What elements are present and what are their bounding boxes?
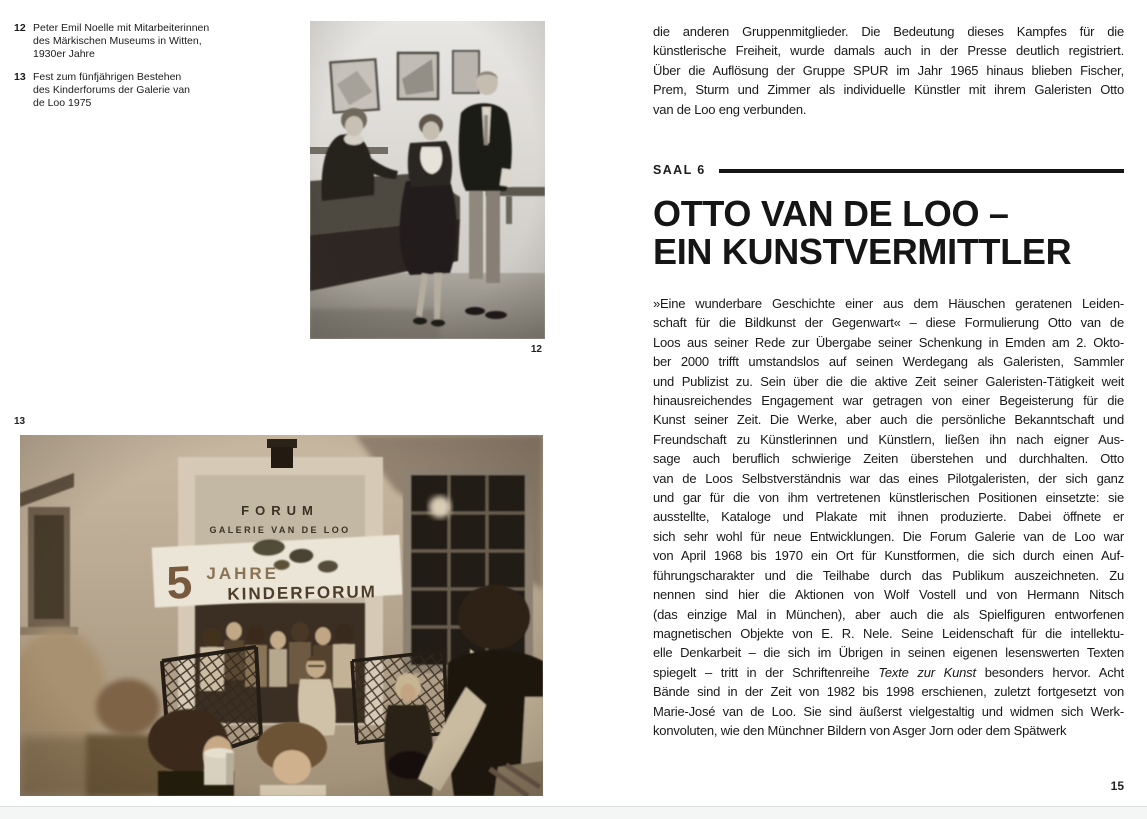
text-line: magnetischen Objekte von E. R. Nele. Seine Leidenschaft für die intellektu-	[653, 625, 1124, 641]
text-line: sich sehr wohl für neue Entwicklungen. Die Forum Galerie van de Loo war	[653, 528, 1124, 544]
chapter-title	[653, 195, 1124, 271]
caption-number: 12	[14, 22, 26, 34]
figure-number-12: 12	[530, 344, 542, 355]
photo-vignette	[310, 21, 545, 339]
text-line: Peter Emil Noelle mit Mitarbeiterinnen	[33, 22, 210, 34]
text-line: Freundschaft zu Künstlerinnen und Künstlern, ließen ihn nach eigner Aus-	[653, 431, 1124, 447]
photo-kinderforum-1975	[20, 435, 543, 796]
text-line: schaft für die Bildkunst der Gegenwart« – diese Formulierung Otto van de	[653, 315, 1124, 331]
text-line: Über die Auflösung der Gruppe SPUR im Jahr 1965 hinaus blieben Fischer,	[653, 62, 1124, 78]
text-line: 1930er Jahre	[33, 47, 95, 60]
series-title-italic: Texte zur Kunst	[878, 664, 976, 680]
text-line: ber 2000 trifft umstandslos auf seinen Werdegang als Galeristen, Sammler	[653, 354, 1124, 370]
text-line: die anderen Gruppenmitglieder. Die Bedeutung dieses Kampfes für die	[653, 24, 1124, 39]
text-line: künstlerische Freiheit, wurde damals auch in der Presse deutlich registriert.	[653, 43, 1124, 59]
text-line: ausstellte, Kataloge und Plakate mit ihnen produzierte. Dabei öffnete er	[653, 509, 1124, 525]
text-line: hinausreichendes Engagement war getragen von einer Begeisterung für die	[653, 393, 1124, 409]
text-line: »Eine wunderbare Geschichte einer aus dem Häuschen geratenen Leiden-	[653, 296, 1124, 311]
page-number: 15	[1110, 779, 1124, 793]
section-label: SAAL 6	[653, 163, 706, 177]
text-line: Fest zum fünfjährigen Bestehen	[33, 71, 182, 84]
section-header	[653, 163, 1124, 177]
text-line: Kunst seiner Zeit. Die Werke, aber auch die persönliche Bekanntschaft und	[653, 412, 1124, 428]
text-line: des Kinderforums der Galerie van	[33, 84, 190, 97]
body-paragraph	[653, 294, 1124, 740]
text-line: führungscharakter und die Teilhabe durch das Publikum auszeichneten. Zu	[653, 567, 1124, 583]
text-line: Bände sind in der Zeit von 1982 bis 1998 erschienen, zuletzt fortgesetzt von	[653, 684, 1124, 700]
caption-item-13	[14, 71, 264, 109]
text-line: konvoluten, wie den Münchner Bildern von Asger Jorn oder dem Spätwerk	[653, 722, 1067, 738]
text-line: Loos aus seiner Rede zur Übergabe seiner Schenkung in Emden am 2. Okto-	[653, 334, 1124, 350]
text-line: van de Loos Selbstverständnis war das eines Pilotgaleristen, der sich ganz	[653, 470, 1124, 486]
section-rule	[719, 169, 1124, 173]
photo-museum-group-1930s	[310, 21, 545, 339]
text-line: sage auch beruflich schwierige Zeiten überstehen und durchhalten. Otto	[653, 451, 1124, 467]
caption-item-12	[14, 22, 264, 60]
text-line: und Publizist zu. Sein über die die aktive Zeit seiner Galeristen-Tätigkeit weit	[653, 373, 1124, 389]
caption-list	[14, 22, 264, 121]
text-line: van de Loo eng verbunden.	[653, 101, 807, 117]
text-line: elle Denkarbeit – die sich im Übrigen in seinen eigenen lesenswerten Texten	[653, 645, 1124, 661]
text-line: Marie-José van de Loo. Sie sind äußerst vielgestaltig und widmen sich Werk-	[653, 703, 1124, 719]
text-line: de Loo 1975	[33, 96, 92, 109]
chapter-title-line2: EIN KUNSTVERMITTLER	[653, 231, 1072, 272]
text-line: Prem, Sturm und Zimmer als individuelle Künstler mit ihrem Galeristen Otto	[653, 82, 1124, 98]
caption-text	[33, 22, 209, 60]
text-line: des Märkischen Museums in Witten,	[33, 34, 202, 47]
text-segment: spiegelt – tritt in der Schriftenreihe	[653, 664, 879, 680]
text-line: nennen sind hier die Aktionen von Wolf Vostell und von Hermann Nitsch	[653, 587, 1124, 603]
caption-number: 13	[14, 71, 26, 84]
text-line: und gar für die von ihm vertretenen künstlerischen Positionen einsetzte: sie	[653, 490, 1124, 506]
text-line: (das einzige Mal in München), aber auch die als Spielfiguren entworfenen	[653, 606, 1124, 622]
figure-number-13: 13	[14, 416, 26, 427]
text-segment: besonders hervor. Acht	[975, 664, 1125, 680]
caption-text	[33, 71, 190, 109]
text-line-with-italic	[653, 663, 1124, 682]
chapter-title-line1: OTTO VAN DE LOO –	[653, 193, 1009, 234]
text-line: von April 1968 bis 1970 ein Ort für Kunstformen, die sich durch einen Auf-	[653, 548, 1124, 564]
page-bottom-edge	[0, 806, 1147, 819]
intro-paragraph	[653, 22, 1124, 119]
photo-vignette	[20, 435, 543, 796]
